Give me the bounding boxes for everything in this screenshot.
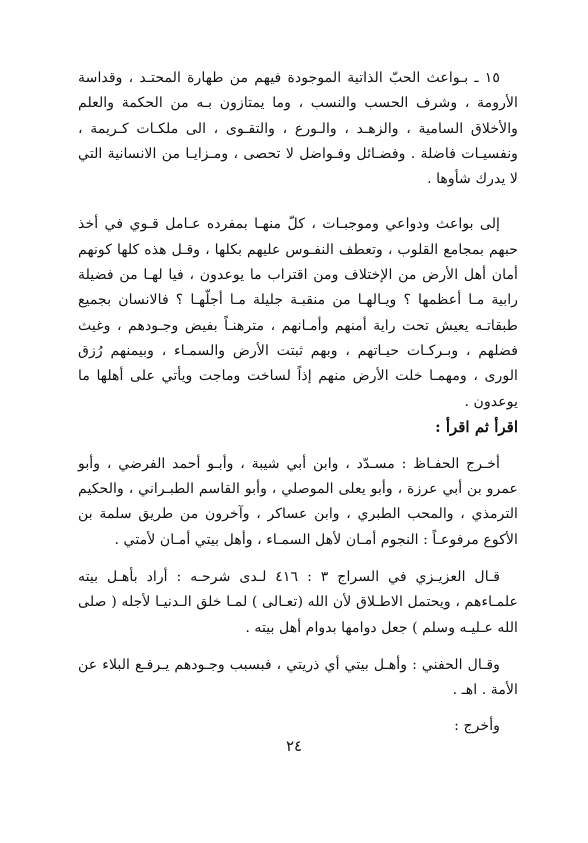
paragraph-gap [78, 192, 518, 212]
paragraph-gap [78, 553, 518, 565]
section-heading: اقرأ ثم اقرأ : [435, 417, 518, 436]
paragraph-hadith-narrators: أخـرج الحفـاظ : مسـدّد ، وابن أبي شيبة ، وأبـو أحمد الفرضي ، وأبو عمرو بن أبي عرزة ، وأبو يعلى الموصلي ، وأبو القاسم الطبـراني ، والحكيم الترمذي ، والمحب الطبري ، وابن عساكر ، وآخرون من طريق سلمة بن الأكوع مرفوعـاً : النجوم أمـان لأهل السمـاء ، وأهل بيتي أمـان لأمتي . [78, 455, 518, 548]
paragraph-gap [78, 440, 518, 452]
page-number: ٢٤ [285, 737, 303, 755]
paragraph-hifni-commentary: وقـال الحفني : وأهـل بيتي أي ذريتي ، فبسبب وجـودهم يـرفـع البلاء عن الأمة . اهـ . [78, 656, 518, 699]
paragraph-aziziy-commentary: قـال العزيـزي في السراج ٣ : ٤١٦ لـدى شرحـه : أراد بأهـل بيته علمـاءهم ، ويحتمل الاطـلاق لأن الله (تعـالى ) لمـا خلق الـدنيـا لأجله ( صلى الله عـليـه وسلم ) جعل دوامها بدوام أهل بيته . [78, 569, 518, 636]
page-body [78, 66, 518, 739]
paragraph-security: إلى بواعث ودواعي وموجبـات ، كلّ منهـا بمفرده عـامل قـوي في أخذ حبهم بمجامع القلوب ، وتعطف النفـوس عليهم بكلها ، وقـل هذه كلها كونهم أمان أهل الأرض من الإختلاف ومن اقتراب ما يوعدون ، فيا لهـا من فضيلة رابية مـا أعظمها ؟ ويـالهـا من منقبـة جليلة مـا أجلّهـا ؟ فالانسان بجميع طبقاتـه يعيش تحت راية أمنهم وأمـانهم ، مترهنـاً بفيض وجـودهم ، وغيث فضلهم ، وبـركـات حيـاتهم ، وبهم ثبتت الأرض والسمـاء ، وبيمنهم رُزق الورى ، ومهمـا خلت الأرض منهم إذاً لساخت وماجت ويأتي على أهلها ما يوعدون . [78, 216, 518, 410]
paragraph-motives: ١٥ ـ بـواعث الحبّ الذاتية الموجودة فيهم من طهارة المحتـد ، وقداسة الأرومة ، وشرف الحسب والنسب ، وما يمتازون بـه من الحكمة والعلم والأخلاق السامية ، والزهـد ، والـورع ، والتقـوى ، الى ملكـات كـريمة ، ونفسيـات فاضلة . وفضـائل وفـواضل لا تحصى ، ومـزايـا من الانسانية التي لا يدرك شأوها . [78, 70, 518, 188]
paragraph-gap [78, 704, 518, 714]
paragraph-also-narrated: وأخرج : [454, 717, 500, 734]
paragraph-gap [78, 641, 518, 653]
